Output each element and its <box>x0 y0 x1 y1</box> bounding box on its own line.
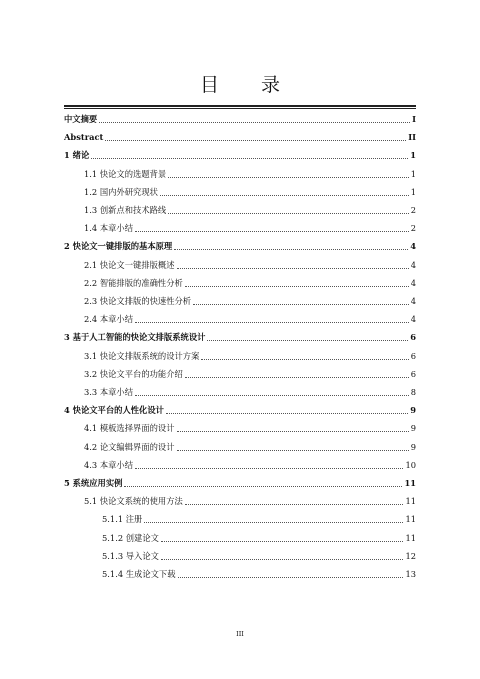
toc-entry-page: 4 <box>410 277 416 288</box>
toc-entry-title: 2.2 智能排版的准确性分析 <box>84 277 183 288</box>
toc-entry-title: 1.3 创新点和技术路线 <box>84 205 167 215</box>
toc-leader-dots <box>168 213 409 214</box>
toc-leader-dots <box>91 158 408 159</box>
toc-entry-page: II <box>408 132 416 143</box>
toc-leader-dots <box>161 559 404 560</box>
toc-entry[interactable] <box>64 148 416 162</box>
toc-entry[interactable] <box>84 203 416 217</box>
toc-entry-page: 11 <box>405 496 416 507</box>
toc-leader-dots <box>166 413 408 414</box>
toc-entry-page: 9 <box>410 441 416 452</box>
toc-entry-title: 中文摘要 <box>64 114 98 124</box>
toc-leader-dots <box>185 286 409 287</box>
toc-entry-page: 1 <box>410 168 416 179</box>
toc-entry-title: 5.1 快论文系统的使用方法 <box>84 496 183 507</box>
toc-leader-dots <box>177 431 409 432</box>
toc-entry-page: 2 <box>410 205 416 215</box>
toc-entry[interactable] <box>102 567 416 581</box>
toc-leader-dots <box>185 377 409 378</box>
toc-entry-title: 3.1 快论文排版系统的设计方案 <box>84 350 200 361</box>
toc-entry-title: 1.2 国内外研究现状 <box>84 186 158 197</box>
toc-entry[interactable] <box>102 531 416 545</box>
toc-entry[interactable] <box>64 130 416 144</box>
toc-entry-page: 11 <box>404 478 416 488</box>
toc-entry-page: 8 <box>410 387 416 397</box>
toc-entry[interactable] <box>84 494 416 508</box>
toc-entry-page: 2 <box>410 223 416 234</box>
toc-entry[interactable] <box>84 458 416 472</box>
toc-entry-page: 4 <box>410 296 416 306</box>
toc-leader-dots <box>201 359 408 360</box>
toc-entry[interactable] <box>84 185 416 199</box>
toc-entry-title: 3.2 快论文平台的功能介绍 <box>84 368 183 379</box>
toc-entry[interactable] <box>84 440 416 454</box>
toc-entry-page: 10 <box>405 459 416 470</box>
toc-entry-title: 2.4 本章小结 <box>84 314 134 325</box>
toc-leader-dots <box>168 177 409 178</box>
toc-entry[interactable] <box>64 330 416 344</box>
toc-entry[interactable] <box>64 403 416 417</box>
toc-leader-dots <box>135 322 409 323</box>
toc-entry-title: Abstract <box>64 132 104 143</box>
toc-entry-page: 6 <box>410 368 416 379</box>
toc-entry-page: 4 <box>410 259 416 270</box>
page-number: III <box>236 630 244 638</box>
toc-entry-page: 12 <box>405 550 416 561</box>
toc-entry-title: 2.1 快论文一键排版概述 <box>84 259 175 270</box>
toc-entry[interactable] <box>64 239 416 253</box>
toc-leader-dots <box>105 140 406 141</box>
toc-leader-dots <box>207 340 408 341</box>
toc-entry-title: 5 系统应用实例 <box>64 478 123 488</box>
toc-entry-page: 9 <box>410 405 416 416</box>
page-title: 目 录 <box>199 74 299 96</box>
toc-leader-dots <box>178 577 404 578</box>
toc-entry[interactable] <box>84 421 416 435</box>
toc-leader-dots <box>177 450 409 451</box>
toc-entry-title: 2.3 快论文排版的快速性分析 <box>84 296 192 306</box>
toc-leader-dots <box>193 304 409 305</box>
toc-entry[interactable] <box>84 294 416 308</box>
toc-entry[interactable] <box>84 276 416 290</box>
toc-entry[interactable] <box>84 367 416 381</box>
toc-entry-page: 11 <box>405 532 416 543</box>
toc-entry-page: 9 <box>410 423 416 434</box>
toc-leader-dots <box>135 231 409 232</box>
toc-entry-title: 4.3 本章小结 <box>84 459 134 470</box>
toc-leader-dots <box>185 504 404 505</box>
toc-entry-page: I <box>412 114 416 124</box>
toc-entry-title: 1.4 本章小结 <box>84 223 134 234</box>
toc-entry[interactable] <box>84 221 416 235</box>
toc-leader-dots <box>135 468 403 469</box>
toc-leader-dots <box>177 268 409 269</box>
toc-entry[interactable] <box>84 349 416 363</box>
toc-entry-title: 4 快论文平台的人性化设计 <box>64 405 164 416</box>
toc-leader-dots <box>144 522 403 523</box>
toc-leader-dots <box>135 395 409 396</box>
toc-entry-title: 5.1.4 生成论文下载 <box>102 569 176 579</box>
toc-entry-title: 1.1 快论文的选题背景 <box>84 168 167 179</box>
toc-leader-dots <box>161 541 404 542</box>
toc-entry[interactable] <box>102 549 416 563</box>
toc-entry-page: 1 <box>410 186 416 197</box>
toc-entry[interactable] <box>102 512 416 526</box>
toc-entry-page: 6 <box>410 332 416 343</box>
toc-entry-title: 3.3 本章小结 <box>84 387 134 397</box>
toc-leader-dots <box>99 122 410 123</box>
toc-entry-title: 5.1.3 导入论文 <box>102 550 159 561</box>
toc-leader-dots <box>174 249 408 250</box>
toc-entry-page: 13 <box>405 569 416 579</box>
toc-entry-page: 1 <box>410 150 416 161</box>
toc-entry[interactable] <box>84 167 416 181</box>
toc-entry-page: 6 <box>410 350 416 361</box>
toc-entry-page: 4 <box>410 241 416 252</box>
toc-entry-title: 2 快论文一键排版的基本原理 <box>64 241 173 252</box>
toc-leader-dots <box>124 486 402 487</box>
toc-entry-title: 4.1 模板选择界面的设计 <box>84 423 175 434</box>
toc-entry-title: 5.1.1 注册 <box>102 514 143 525</box>
toc-entry[interactable] <box>84 312 416 326</box>
toc-entry-title: 3 基于人工智能的快论文排版系统设计 <box>64 332 206 343</box>
toc-entry-title: 4.2 论文编辑界面的设计 <box>84 441 175 452</box>
toc-entry-title: 5.1.2 创建论文 <box>102 532 159 543</box>
toc-entry[interactable] <box>84 258 416 272</box>
toc-entry-page: 4 <box>410 314 416 325</box>
toc-entry[interactable] <box>64 476 416 490</box>
toc-entry-title: 1 绪论 <box>64 150 90 161</box>
toc-entry[interactable] <box>84 385 416 399</box>
toc-entry[interactable] <box>64 112 416 126</box>
toc-entry-page: 11 <box>405 514 416 525</box>
toc-leader-dots <box>160 195 409 196</box>
